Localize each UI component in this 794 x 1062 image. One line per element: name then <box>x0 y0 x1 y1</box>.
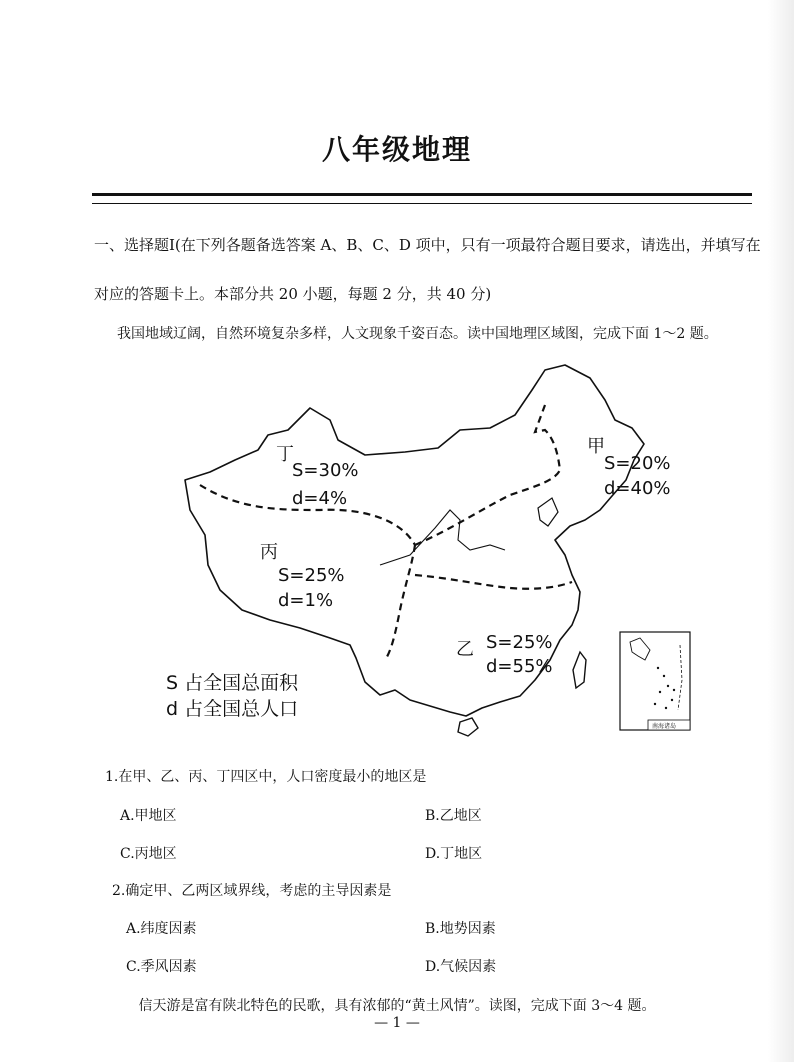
title-divider-thin <box>92 203 752 204</box>
region-yi-name: 乙 <box>456 639 474 660</box>
region-jia-name: 甲 <box>587 436 605 457</box>
section-instruction-line1: 一、选择题Ⅰ(在下列各题备选答案 A、B、C、D 项中，只有一项最符合题目要求，请选出，并填写在 <box>94 236 761 254</box>
boundary-north-northwest <box>415 405 560 545</box>
legend-area: S 占全国总面积 <box>166 672 299 694</box>
question-2-option-d[interactable]: D.气候因素 <box>425 959 497 975</box>
region-bing-name: 丙 <box>260 542 278 563</box>
yellow-river <box>380 510 505 565</box>
question-2-stem: 2.确定甲、乙两区域界线，考虑的主导因素是 <box>112 883 392 899</box>
question-2-option-a[interactable]: A.纬度因素 <box>126 921 197 937</box>
legend-population: d 占全国总人口 <box>166 698 299 720</box>
taiwan-island <box>573 652 586 688</box>
region-bing-population: d=1% <box>278 590 334 611</box>
hainan-island <box>458 718 478 736</box>
region-ding-name: 丁 <box>276 444 294 465</box>
page-number: — 1 — <box>374 1015 420 1031</box>
question-intro: 我国地域辽阔，自然环境复杂多样，人文现象千姿百态。读中国地理区域图，完成下面 1～2 题。 <box>117 326 718 342</box>
region-yi-population: d=55% <box>486 656 553 677</box>
region-bing-area: S=25% <box>278 565 345 586</box>
question-1-option-c[interactable]: C.丙地区 <box>120 846 177 862</box>
question-1-stem: 1.在甲、乙、丙、丁四区中，人口密度最小的地区是 <box>105 769 427 785</box>
question-1-option-a[interactable]: A.甲地区 <box>120 808 177 824</box>
question-2-option-b[interactable]: B.地势因素 <box>425 921 496 937</box>
section-instruction-line2: 对应的答题卡上。本部分共 20 小题，每题 2 分，共 40 分) <box>94 285 492 303</box>
boundary-qinling-huaihe <box>415 575 572 589</box>
page-title: 八年级地理 <box>321 133 472 166</box>
question-2-option-c[interactable]: C.季风因素 <box>126 959 197 975</box>
region-jia-population: d=40% <box>604 478 671 499</box>
bohai-coast <box>538 498 558 526</box>
question-1-option-d[interactable]: D.丁地区 <box>425 846 483 862</box>
region-yi-area: S=25% <box>486 632 553 653</box>
inset-label: 南海诸岛 <box>652 723 677 730</box>
title-divider-thick <box>92 193 752 196</box>
region-ding-population: d=4% <box>292 488 348 509</box>
region-ding-area: S=30% <box>292 460 359 481</box>
region-jia-area: S=20% <box>604 453 671 474</box>
question-1-option-b[interactable]: B.乙地区 <box>425 808 482 824</box>
china-region-map <box>160 360 700 745</box>
next-question-intro: 信天游是富有陕北特色的民歌，具有浓郁的“黄土风情”。读图，完成下面 3～4 题。 <box>138 998 656 1014</box>
